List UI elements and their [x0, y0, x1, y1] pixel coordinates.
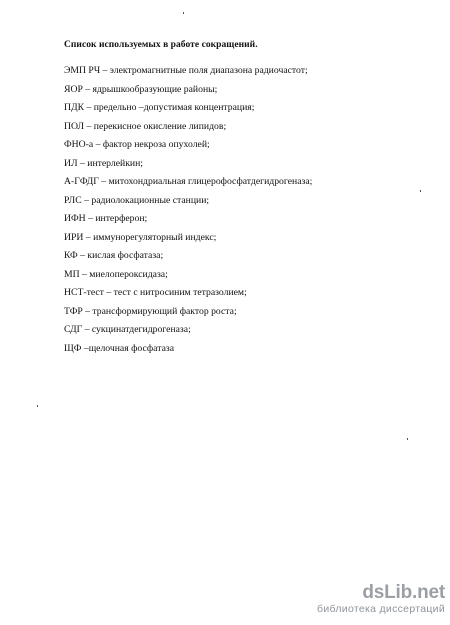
scan-speck — [407, 438, 408, 440]
list-item: А-ГФДГ – митохондриальная глицерофосфатдегидрогеназа; — [64, 176, 313, 187]
list-item: ЭМП РЧ – электромагнитные поля диапазона радиочастот; — [64, 65, 308, 76]
watermark-tagline: библиотека диссертаций — [317, 603, 445, 615]
abbreviation-list — [64, 62, 312, 358]
scan-speck — [37, 405, 38, 407]
list-item: ТФР – трансформирующий фактор роста; — [64, 305, 237, 317]
list-item: ИРИ – иммунорегуляторный индекс; — [64, 231, 217, 243]
list-item: НСТ-тест – тест с нитросиним тетразолием; — [64, 287, 247, 298]
list-item: МП – миелопероксидаза; — [64, 268, 168, 280]
watermark-logo: dsLib.net — [362, 582, 445, 603]
scan-speck — [183, 12, 184, 14]
list-item: КФ – кислая фосфатаза; — [64, 250, 164, 261]
page-title: Список используемых в работе сокращений. — [64, 40, 258, 50]
watermark — [301, 583, 445, 616]
list-item: СДГ – сукцинатдегидрогеназа; — [64, 324, 191, 335]
list-item: ИЛ – интерлейкин; — [64, 157, 143, 169]
list-item: ИФН – интерферон; — [64, 213, 148, 224]
list-item: ПОЛ – перекисное окисление липидов; — [64, 120, 227, 132]
list-item: ФНО-а – фактор некроза опухолей; — [64, 139, 210, 150]
scan-speck — [420, 190, 421, 192]
list-item: ЯОР – ядрышкообразующие районы; — [64, 83, 218, 95]
list-item: ЩФ –щелочная фосфатаза — [64, 342, 174, 354]
list-item: ПДК – предельно –допустимая концентрация; — [64, 102, 255, 113]
list-item: РЛС – радиолокационные станции; — [64, 194, 210, 206]
